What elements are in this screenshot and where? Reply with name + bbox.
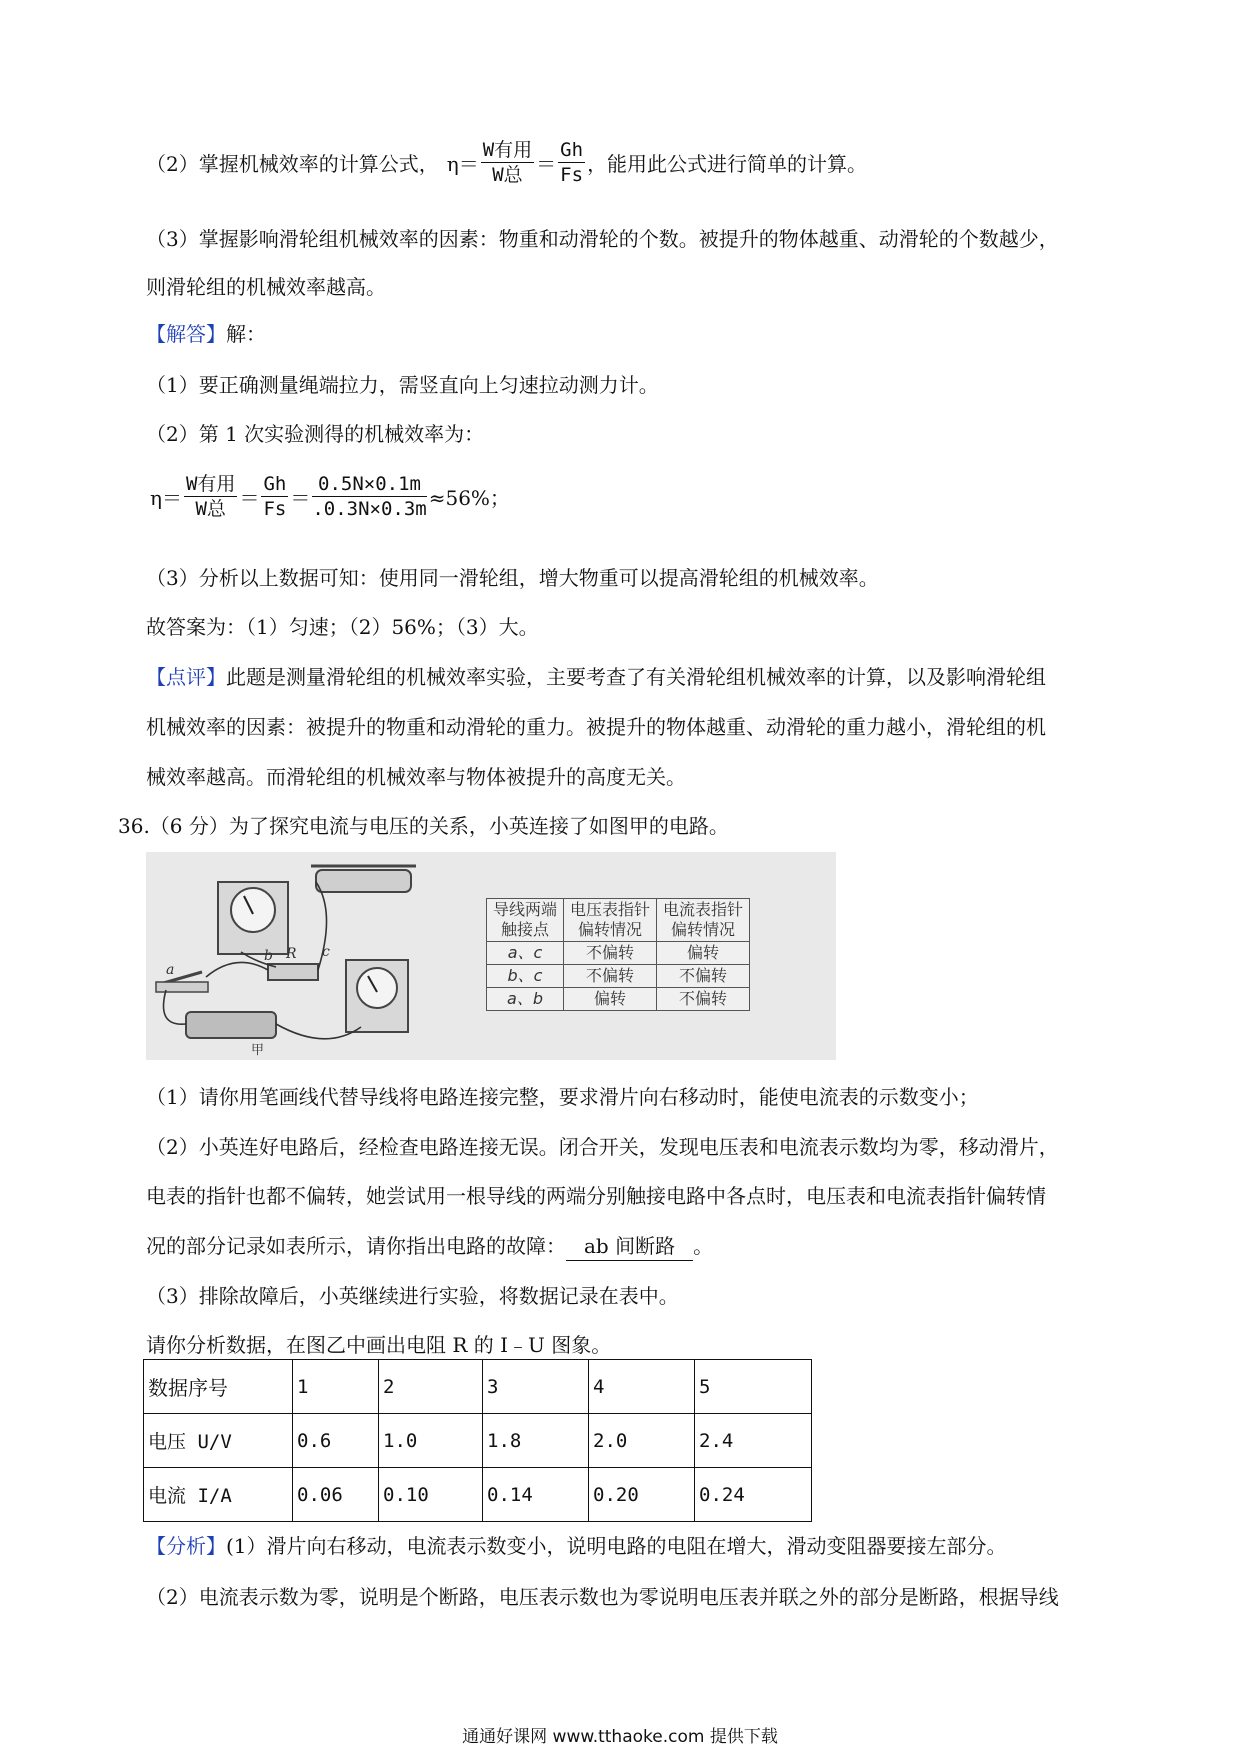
table-cell: 不偏转: [564, 942, 657, 965]
result: ≈56%；: [428, 486, 510, 510]
table-row: [144, 1360, 812, 1414]
table-cell: 3: [483, 1360, 589, 1414]
text-line: （3）掌握影响滑轮组机械效率的因素：物重和动滑轮的个数。被提升的物体越重、动滑轮的个数越少，: [146, 227, 1059, 251]
table-row: [144, 1414, 812, 1468]
fraction-values: $\frac{0.5N\times 0.1m}{.0.3N\times 0.3m}$: [312, 473, 427, 520]
fraction-w: $\frac{\text{W有用}}{\text{W总}}$: [185, 473, 236, 520]
table-cell: 1.0: [379, 1414, 483, 1468]
text: ，能用此公式进行简单的计算。: [587, 152, 868, 176]
text-line: 请你分析数据，在图乙中画出电阻 R 的 I﹣U 图象。: [146, 1333, 612, 1357]
table-header: 电流表指针 偏转情况: [657, 899, 750, 942]
equals: ＝: [290, 486, 311, 510]
text-line: （3）分析以上数据可知：使用同一滑轮组，增大物重可以提高滑轮组的机械效率。: [146, 566, 879, 590]
data-table: [143, 1359, 812, 1522]
table-cell: 2.0: [589, 1414, 695, 1468]
table-cell: 0.20: [589, 1468, 695, 1522]
equals: ＝: [536, 152, 557, 176]
table-cell: 数据序号: [144, 1360, 293, 1414]
fraction-gh: $\frac{Gh}{Fs}$: [560, 139, 584, 186]
comment-tag: 【点评】: [146, 665, 226, 689]
analysis-tag: 【分析】: [146, 1534, 226, 1558]
table-row: [144, 1468, 812, 1522]
table-cell: 2: [379, 1360, 483, 1414]
text-line: 机械效率的因素：被提升的物重和动滑轮的重力。被提升的物体越重、动滑轮的重力越小，滑轮组的机: [146, 715, 1046, 739]
fraction-w: $\frac{\text{W有用}}{\text{W总}}$: [482, 139, 533, 186]
text-line: （2）小英连好电路后，经检查电路连接无误。闭合开关，发现电压表和电流表示数均为零，移动滑片，: [146, 1135, 1059, 1159]
table-cell: 0.06: [293, 1468, 379, 1522]
table-cell: 0.10: [379, 1468, 483, 1522]
table-cell: 不偏转: [564, 965, 657, 988]
figure-label: 甲: [251, 1043, 265, 1058]
point-c-label: c: [322, 944, 330, 960]
analysis-line: 【分析】(1）滑片向右移动，电流表示数变小，说明电路的电阻在增大，滑动变阻器要接左部分。: [146, 1534, 1007, 1558]
efficiency-calculation: [150, 472, 510, 521]
table-cell: a、b: [487, 988, 564, 1011]
eta-symbol: η＝: [150, 486, 182, 510]
text-line: 故答案为：（1）匀速；（2）56%；（3）大。: [146, 615, 539, 639]
table-row: [487, 942, 750, 965]
table-cell: 偏转: [657, 942, 750, 965]
text-line: （2）电流表示数为零，说明是个断路，电压表示数也为零说明电压表并联之外的部分是断路，根据导线: [146, 1585, 1059, 1609]
table-cell: 2.4: [695, 1414, 812, 1468]
table-header: 导线两端 触接点: [487, 899, 564, 942]
table-cell: a、c: [487, 942, 564, 965]
fault-answer: ab 间断路: [566, 1232, 693, 1261]
text: （2）掌握机械效率的计算公式，: [146, 152, 439, 176]
table-cell: 不偏转: [657, 988, 750, 1011]
text-line: 电表的指针也都不偏转，她尝试用一根导线的两端分别触接电路中各点时，电压表和电流表指针偏转情: [146, 1184, 1046, 1208]
table-row: [487, 899, 750, 942]
table-cell: 0.14: [483, 1468, 589, 1522]
text-line: （2）第 1 次实验测得的机械效率为：: [146, 422, 485, 446]
table-cell: 电压 U/V: [144, 1414, 293, 1468]
table-cell: 不偏转: [657, 965, 750, 988]
table-header: 电压表指针 偏转情况: [564, 899, 657, 942]
text-line: （1）要正确测量绳端拉力，需竖直向上匀速拉动测力计。: [146, 373, 659, 397]
point-a-label: a: [166, 962, 175, 978]
table-cell: 4: [589, 1360, 695, 1414]
table-cell: 偏转: [564, 988, 657, 1011]
eta-symbol: η＝: [446, 152, 479, 176]
answer-tag: 【解答】: [146, 322, 226, 346]
resistor-label: R: [286, 946, 297, 962]
point-b-label: b: [264, 948, 273, 964]
question-36: 36.（6 分）为了探究电流与电压的关系，小英连接了如图甲的电路。: [118, 814, 729, 838]
text-line: （1）请你用笔画线代替导线将电路连接完整，要求滑片向右移动时，能使电流表的示数变小；: [146, 1085, 979, 1109]
table-cell: 1.8: [483, 1414, 589, 1468]
fault-table: [486, 898, 750, 1011]
answer-heading: 【解答】解：: [146, 322, 266, 346]
text-line: 则滑轮组的机械效率越高。: [146, 275, 386, 299]
efficiency-formula-line: [146, 138, 867, 187]
table-cell: 5: [695, 1360, 812, 1414]
fraction-gh: $\frac{Gh}{Fs}$: [263, 473, 287, 520]
table-cell: 电流 I/A: [144, 1468, 293, 1522]
page-footer: 通通好课网 www.tthaoke.com 提供下载: [462, 1727, 778, 1747]
text-line: （3）排除故障后，小英继续进行实验，将数据记录在表中。: [146, 1284, 679, 1308]
table-cell: 0.24: [695, 1468, 812, 1522]
text-line: 械效率越高。而滑轮组的机械效率与物体被提升的高度无关。: [146, 765, 686, 789]
fault-answer-line: 况的部分记录如表所示，请你指出电路的故障： ab 间断路 。: [146, 1232, 713, 1261]
table-row: [487, 965, 750, 988]
table-cell: b、c: [487, 965, 564, 988]
table-cell: 1: [293, 1360, 379, 1414]
table-row: [487, 988, 750, 1011]
equals: ＝: [239, 486, 260, 510]
comment-line: 【点评】此题是测量滑轮组的机械效率实验，主要考查了有关滑轮组机械效率的计算，以及影响滑轮组: [146, 665, 1046, 689]
table-cell: 0.6: [293, 1414, 379, 1468]
